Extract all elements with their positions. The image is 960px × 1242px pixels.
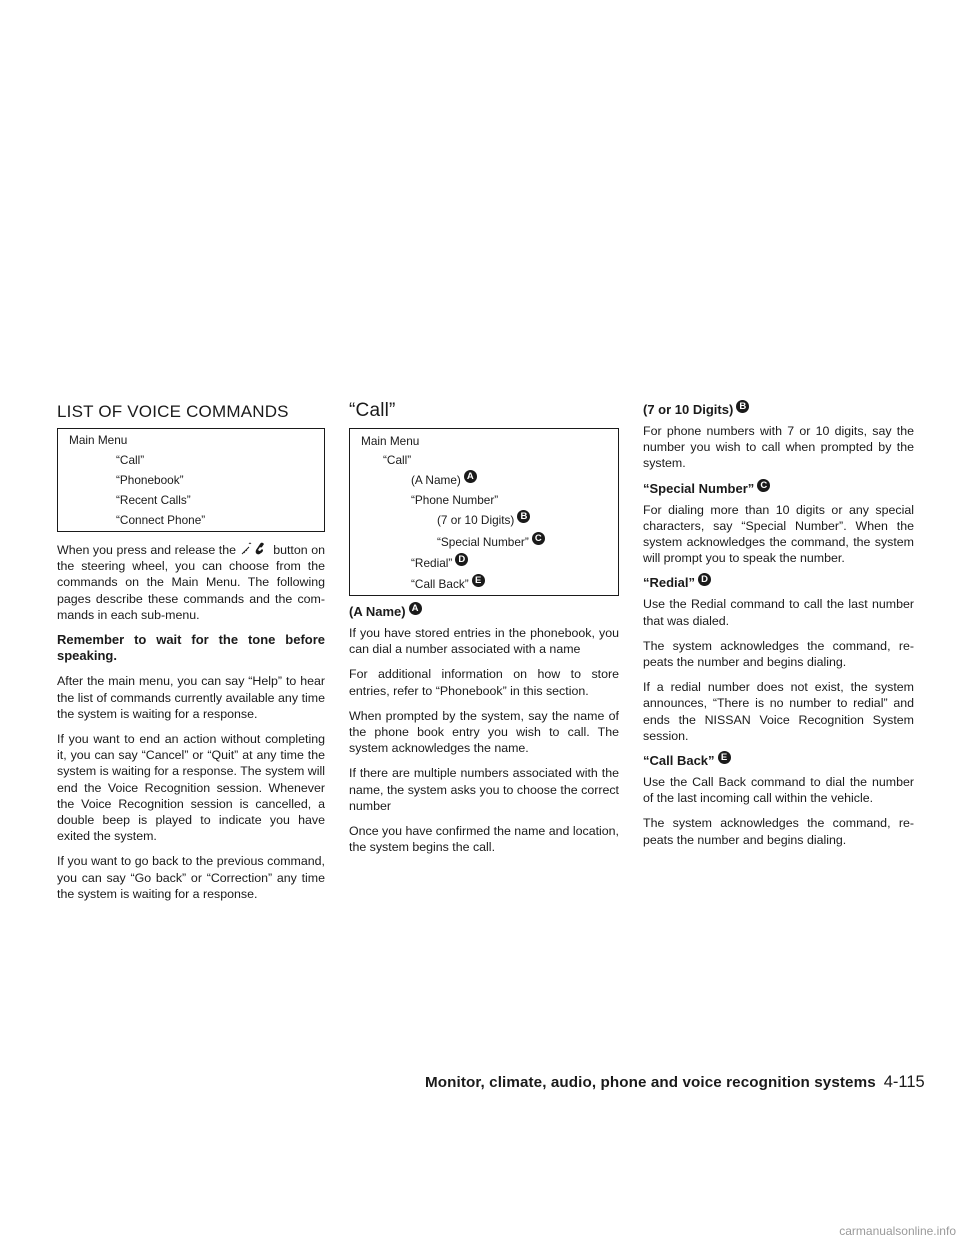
- menu-item-a-name: (A Name) A: [411, 473, 477, 487]
- redial-paragraph-3: If a redial number does not exist, the system announces, “There is no number to redial” and ends the NISSAN Voice Recognition System session.: [643, 680, 914, 743]
- menu-root-label: Main Menu: [69, 433, 128, 447]
- menu-root-label: Main Menu: [361, 434, 420, 448]
- middle-column-text: [349, 604, 619, 864]
- menu-item-special-number: “Special Number” C: [437, 535, 545, 549]
- heading-call-back: “Call Back” E: [643, 753, 914, 769]
- heading-redial: “Redial” D: [643, 575, 914, 591]
- go-back-paragraph: If you want to go back to the previous command, you can say “Go back” or “Correction” any time the system is waiting for a response.: [57, 854, 325, 901]
- footer-section-title: Monitor, climate, audio, phone and voice recognition systems: [425, 1074, 876, 1091]
- section-title-call: “Call”: [349, 400, 396, 421]
- menu-item-phone-number: “Phone Number”: [411, 493, 499, 507]
- menu-item-call: “Call”: [116, 453, 145, 467]
- callout-a-badge: A: [409, 602, 422, 615]
- page-footer: [425, 1073, 925, 1092]
- right-column-text: [643, 402, 914, 857]
- heading-a-name: (A Name) A: [349, 604, 619, 620]
- menu-item-redial: “Redial” D: [411, 556, 468, 570]
- redial-paragraph-1: Use the Redial command to call the last number that was dialed.: [643, 597, 914, 628]
- menu-item-connect-phone: “Connect Phone”: [116, 513, 206, 527]
- menu-item-call-back: “Call Back” E: [411, 577, 485, 591]
- site-watermark: carmanualsonline.info: [839, 1224, 956, 1238]
- callout-c-badge: C: [757, 479, 770, 492]
- cancel-paragraph: If you want to end an action without completing it, you can say “Cancel” or “Quit” at any time the system is waiting for a response. The system will end the Voice Recognition session. Whenever the Voice Recognition session is cancelled, a double beep is played to indicate you have exited the system.: [57, 732, 325, 844]
- menu-item-recent-calls: “Recent Calls”: [116, 493, 191, 507]
- callout-e-badge: E: [718, 751, 731, 764]
- a-name-paragraph-3: When prompted by the system, say the name of the phone book entry you wish to call. The system acknowledges the name.: [349, 708, 619, 756]
- left-column-text: [57, 541, 325, 911]
- section-title-voice-commands: LIST OF VOICE COMMANDS: [57, 402, 289, 421]
- callout-d-badge: D: [698, 573, 711, 586]
- menu-item-phonebook: “Phonebook”: [116, 473, 184, 487]
- digits-paragraph: For phone numbers with 7 or 10 digits, say the number you wish to call when prompted by the system.: [643, 424, 914, 471]
- callout-c-badge: C: [532, 532, 545, 545]
- redial-paragraph-2: The system acknowledges the command, re- peats the number and begins dialing.: [643, 638, 914, 670]
- a-name-paragraph-5: Once you have confirmed the name and location, the system begins the call.: [349, 824, 620, 855]
- call-back-paragraph-2: The system acknowledges the command, re- peats the number and begins dialing.: [643, 816, 914, 847]
- main-menu-diagram: [57, 428, 325, 532]
- intro-text-rest: button on the steering wheel, you can choose from the commands on the Main Menu. The following pages describe these commands and the com- mands in each sub-menu.: [57, 543, 325, 622]
- a-name-paragraph-2: For additional information on how to store entries, refer to “Phonebook” in this section.: [349, 667, 619, 698]
- menu-item-digits: (7 or 10 Digits) B: [437, 513, 530, 527]
- special-number-paragraph: For dialing more than 10 digits or any special characters, say “Special Number”. When the system acknowledges the command, the system will prompt you to speak the number.: [643, 502, 914, 566]
- callout-b-badge: B: [736, 400, 749, 413]
- a-name-paragraph-1: If you have stored entries in the phonebook, you can dial a number associated with a name: [349, 626, 619, 657]
- intro-paragraph: [57, 541, 325, 623]
- a-name-paragraph-4: If there are multiple numbers associated with the name, the system asks you to choose the correct number: [349, 766, 619, 813]
- page-number: 4-115: [883, 1073, 925, 1091]
- call-menu-diagram: [349, 428, 619, 596]
- intro-text-start: When you press and release the: [57, 543, 237, 557]
- callout-b-badge: B: [517, 510, 530, 523]
- help-paragraph: After the main menu, you can say “Help” to hear the list of commands currently available any time the system is waiting for a response.: [57, 674, 325, 721]
- phone-talk-icon: [241, 541, 269, 557]
- call-back-paragraph-1: Use the Call Back command to dial the number of the last incoming call within the vehicle.: [643, 775, 914, 806]
- heading-digits: (7 or 10 Digits) B: [643, 402, 914, 418]
- callout-d-badge: D: [455, 553, 468, 566]
- menu-item-call: “Call”: [383, 453, 412, 467]
- tone-note: Remember to wait for the tone before speaking.: [57, 632, 325, 664]
- callout-a-badge: A: [464, 470, 477, 483]
- heading-special-number: “Special Number” C: [643, 481, 914, 497]
- callout-e-badge: E: [472, 574, 485, 587]
